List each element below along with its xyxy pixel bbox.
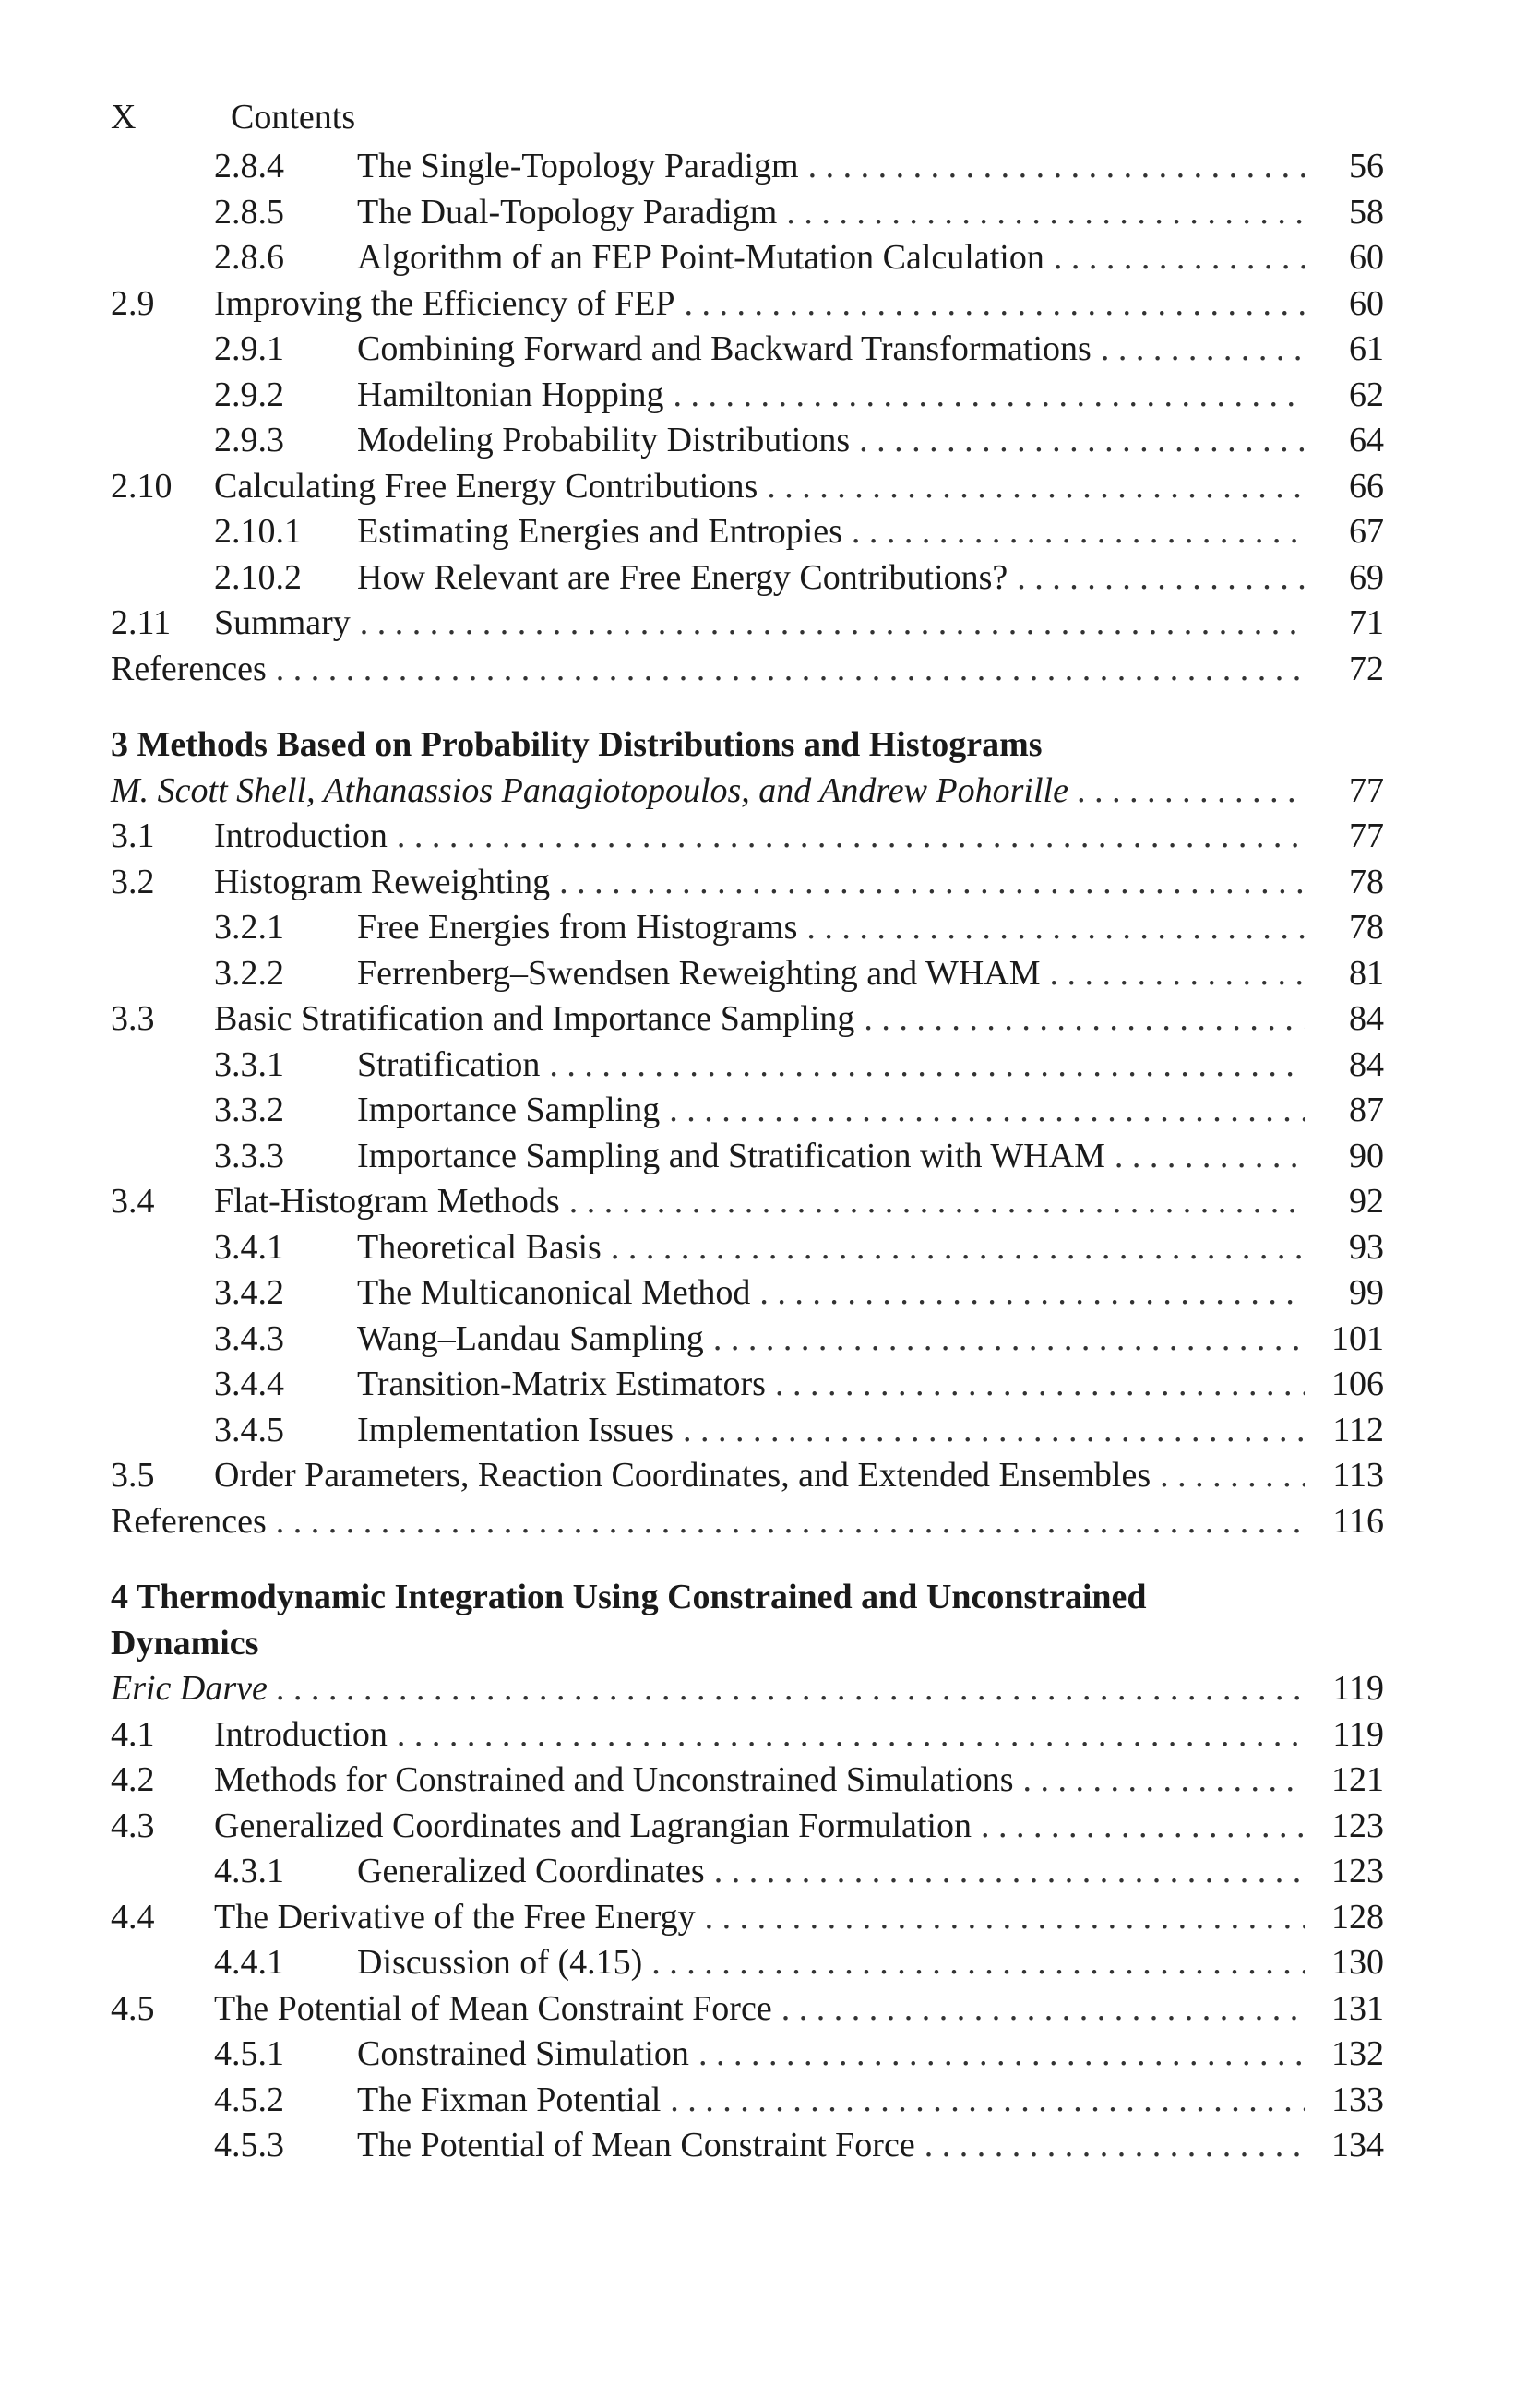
dot-leader [806,905,1305,951]
toc-entry-page: 72 [1349,649,1384,688]
toc-entry-page: 64 [1349,421,1384,459]
dot-leader [360,601,1305,647]
chapter-4-authors: Eric Darve [111,1669,268,1708]
toc-entry[interactable] [111,509,1384,555]
toc-entry[interactable] [111,1179,1384,1225]
chapter-3-authors: M. Scott Shell, Athanassios Panagiotopoulos, and Andrew Pohorille [111,770,1068,810]
toc-entry[interactable] [111,1270,1384,1317]
chapter-4-title-line-2: Dynamics [111,1623,259,1663]
toc-entry-page: 92 [1349,1182,1384,1221]
toc-entry-page: 56 [1349,147,1384,185]
toc-entry-number: 3.2.1 [214,908,284,947]
toc-entry-title: References [111,1501,267,1541]
toc-entry[interactable] [111,418,1384,464]
toc-entry-page: 134 [1331,2126,1384,2164]
toc-entry-title: Basic Stratification and Importance Sampling [214,999,855,1038]
toc-entry-title: The Fixman Potential [357,2080,662,2119]
toc-entry[interactable] [111,1362,1384,1408]
toc-entry-page: 77 [1349,817,1384,855]
toc-entry-number: 4.4.1 [214,1943,284,1982]
toc-entry[interactable] [111,327,1384,373]
toc-entry-title: Improving the Efficiency of FEP [214,283,675,323]
toc-entry-page: 131 [1331,1988,1384,2028]
toc-entry-page: 60 [1349,283,1384,323]
toc-entry[interactable] [111,905,1384,951]
toc-entry-page: 84 [1349,1044,1384,1084]
toc-entry-page: 101 [1331,1318,1384,1358]
toc-entry-page: 113 [1332,1456,1384,1495]
dot-leader [670,2078,1305,2124]
toc-entry-number: 4.3.1 [214,1852,284,1890]
toc-entry[interactable] [111,814,1384,860]
toc-entry[interactable] [111,1758,1384,1804]
toc-entry[interactable] [111,1986,1384,2032]
toc-entry-page: 123 [1331,1852,1384,1890]
toc-entry-title: Methods for Constrained and Unconstrained Simulations [214,1760,1014,1799]
toc-entry-title: The Derivative of the Free Energy [214,1897,696,1937]
dot-leader [397,814,1305,860]
toc-entry-title: Combining Forward and Backward Transformations [357,329,1092,368]
toc-entry[interactable] [111,601,1384,647]
running-title: Contents [231,98,356,137]
toc-entry-number: 3.3.1 [214,1044,284,1084]
toc-entry-title: Constrained Simulation [357,2034,689,2073]
toc-entry-number: 2.8.6 [214,238,284,277]
toc-entry[interactable] [111,235,1384,281]
toc-entry-title: Ferrenberg–Swendsen Reweighting and WHAM [357,953,1041,993]
toc-entry-page: 61 [1349,329,1384,368]
toc-entry-page: 81 [1349,953,1384,993]
toc-entry-title: Wang–Landau Sampling [357,1318,704,1358]
toc-entry-page: 87 [1349,1091,1384,1129]
dot-leader [1101,327,1305,373]
toc-entry-number: 3.4 [111,1182,155,1221]
toc-entry-page: 58 [1349,192,1384,232]
dot-leader [713,1317,1305,1363]
toc-entry[interactable] [111,951,1384,997]
toc-entry-title: Introduction [214,1714,388,1754]
toc-entry-title: Algorithm of an FEP Point-Mutation Calculation [357,238,1044,277]
toc-entry-number: 2.9.3 [214,421,284,459]
dot-leader [673,373,1305,419]
toc-entry-title: How Relevant are Free Energy Contributions? [357,557,1008,597]
dot-leader [781,1986,1305,2032]
toc-entry-number: 3.3.3 [214,1136,284,1175]
toc-entry-page: 60 [1349,238,1384,277]
dot-leader [1017,555,1305,602]
dot-leader [786,190,1305,236]
toc-entry-number: 3.4.2 [214,1273,284,1312]
toc-entry[interactable] [111,1712,1384,1758]
dot-leader [698,2032,1305,2078]
dot-leader [397,1712,1305,1758]
toc-entry[interactable] [111,1043,1384,1089]
dot-leader [767,464,1305,510]
toc-entry[interactable] [111,190,1384,236]
toc-entry-page: 123 [1331,1806,1384,1845]
toc-entry-number: 3.4.3 [214,1318,284,1358]
toc-entry-title: The Single-Topology Paradigm [357,147,799,185]
toc-entry[interactable] [111,1895,1384,1941]
dot-leader [277,1666,1305,1712]
toc-entry[interactable] [111,647,1384,693]
toc-entry-title: Importance Sampling and Stratification with WHAM [357,1136,1105,1175]
toc-block-chapter-3 [111,814,1384,1544]
toc-entry-title: Estimating Energies and Entropies [357,512,842,551]
toc-entry[interactable] [111,996,1384,1043]
toc-entry-number: 4.5 [111,1988,155,2028]
toc-entry-page: 71 [1349,603,1384,642]
toc-entry-number: 4.1 [111,1714,155,1754]
toc-entry-title: Importance Sampling [357,1091,661,1129]
toc-entry-page: 116 [1332,1501,1384,1541]
toc-block-chapter-2 [111,144,1384,692]
toc-entry-title: Flat-Histogram Methods [214,1182,560,1221]
toc-entry[interactable] [111,1940,1384,1986]
toc-entry-title: Implementation Issues [357,1410,674,1449]
toc-entry-title: Summary [214,603,351,642]
dot-leader [1023,1758,1306,1804]
toc-entry-title: The Multicanonical Method [357,1273,751,1312]
toc-entry-page: 90 [1349,1136,1384,1175]
toc-entry-number: 3.3.2 [214,1091,284,1129]
toc-entry[interactable] [111,464,1384,510]
toc-entry-page: 99 [1349,1273,1384,1312]
toc-entry-number: 4.5.2 [214,2080,284,2119]
toc-entry-title: Discussion of (4.15) [357,1943,643,1982]
toc-entry-number: 3.3 [111,999,155,1038]
toc-entry-page: 121 [1331,1760,1384,1799]
toc-entry-title: The Dual-Topology Paradigm [357,192,778,232]
toc-entry-title: Stratification [357,1044,541,1084]
dot-leader [864,996,1305,1043]
toc-entry-title: Histogram Reweighting [214,862,551,901]
toc-entry[interactable] [111,2032,1384,2078]
running-head [111,90,1384,144]
toc-entry-page: 93 [1349,1227,1384,1267]
page-numeral: X [111,98,137,137]
toc-entry-number: 2.9 [111,283,155,323]
toc-entry[interactable] [111,373,1384,419]
toc-entry-number: 3.4.5 [214,1410,284,1449]
toc-entry[interactable] [111,860,1384,906]
toc-entry-number: 3.1 [111,817,155,855]
toc-entry-page: 130 [1331,1943,1384,1982]
toc-entry-number: 4.5.1 [214,2034,284,2073]
dot-leader [808,144,1305,190]
toc-entry[interactable] [111,2123,1384,2169]
toc-entry[interactable] [111,555,1384,602]
dot-leader [859,418,1305,464]
toc-entry[interactable] [111,1804,1384,1850]
toc-entry-page: 133 [1331,2080,1384,2119]
dot-leader [759,1270,1305,1317]
toc-entry-number: 2.10.1 [214,512,302,551]
dot-leader [569,1179,1305,1225]
dot-leader [549,1043,1305,1089]
toc-entry[interactable] [111,1408,1384,1454]
toc-entry-title: References [111,649,267,688]
toc-block-chapter-4 [111,1712,1384,2169]
dot-leader [276,1499,1305,1545]
toc-entry-number: 4.2 [111,1760,155,1799]
dot-leader [651,1940,1305,1986]
chapter-4-title-line-1: 4 Thermodynamic Integration Using Constrained and Unconstrained [111,1578,1147,1616]
toc-entry-page: 78 [1349,862,1384,901]
toc-entry[interactable] [111,1849,1384,1895]
toc-page [111,90,1384,2169]
toc-entry-page: 128 [1331,1897,1384,1937]
toc-entry-title: Transition-Matrix Estimators [357,1365,766,1403]
toc-entry-number: 2.8.4 [214,147,284,185]
toc-entry-number: 2.10 [111,466,173,506]
dot-leader [1160,1453,1305,1499]
toc-entry-number: 2.9.2 [214,375,284,414]
toc-entry-number: 3.4.4 [214,1365,284,1403]
dot-leader [685,281,1305,328]
toc-entry-title: Theoretical Basis [357,1227,602,1267]
toc-entry-number: 4.3 [111,1806,155,1845]
dot-leader [775,1362,1305,1408]
toc-entry-page: 67 [1349,512,1384,551]
toc-entry-title: Generalized Coordinates [357,1852,705,1890]
toc-entry[interactable] [111,1317,1384,1363]
toc-entry-number: 3.2.2 [214,953,284,993]
dot-leader [714,1849,1305,1895]
toc-entry-title: Generalized Coordinates and Lagrangian Formulation [214,1806,972,1845]
toc-entry-number: 4.4 [111,1897,155,1937]
chapter-3-title[interactable]: 3 Methods Based on Probability Distributions and Histograms [111,725,1043,764]
toc-entry-title: Order Parameters, Reaction Coordinates, and Extended Ensembles [214,1456,1151,1495]
toc-entry-page: 112 [1332,1410,1384,1449]
chapter-4-authors-line[interactable] [111,1666,1384,1712]
dot-leader [852,509,1305,555]
toc-entry[interactable] [111,1453,1384,1499]
toc-entry-number: 3.2 [111,862,155,901]
dot-leader [1078,769,1305,815]
toc-entry-title: The Potential of Mean Constraint Force [214,1988,772,2028]
toc-entry-page: 132 [1331,2034,1384,2073]
dot-leader [981,1804,1305,1850]
toc-entry-page: 84 [1349,999,1384,1038]
toc-entry[interactable] [111,281,1384,328]
toc-entry-page: 78 [1349,908,1384,947]
toc-entry-page: 66 [1349,466,1384,506]
dot-leader [683,1408,1305,1454]
chapter-3-authors-line[interactable] [111,769,1384,815]
toc-entry-page: 119 [1332,1714,1384,1754]
toc-entry-number: 3.4.1 [214,1227,284,1267]
chapter-4-title[interactable] [111,1575,1384,1666]
dot-leader [1050,951,1305,997]
toc-entry-title: Introduction [214,817,388,855]
toc-entry[interactable] [111,1499,1384,1545]
dot-leader [276,647,1305,693]
toc-entry-number: 3.5 [111,1456,155,1495]
toc-entry[interactable] [111,144,1384,190]
toc-entry-number: 2.8.5 [214,192,284,232]
toc-entry-title: Modeling Probability Distributions [357,421,851,459]
dot-leader [1115,1134,1305,1180]
dot-leader [925,2123,1305,2169]
toc-entry[interactable] [111,1088,1384,1134]
dot-leader [559,860,1305,906]
dot-leader [705,1895,1305,1941]
toc-entry-page: 69 [1349,557,1384,597]
toc-entry-number: 4.5.3 [214,2126,284,2164]
toc-entry[interactable] [111,1134,1384,1180]
toc-entry-title: Calculating Free Energy Contributions [214,466,758,506]
toc-entry[interactable] [111,1225,1384,1271]
toc-entry-title: Hamiltonian Hopping [357,375,664,414]
toc-entry-title: The Potential of Mean Constraint Force [357,2126,915,2164]
dot-leader [669,1088,1305,1134]
toc-entry-number: 2.9.1 [214,329,284,368]
toc-entry-page: 62 [1349,375,1384,414]
chapter-3-page: 77 [1349,770,1384,810]
toc-entry[interactable] [111,2078,1384,2124]
toc-entry-title: Free Energies from Histograms [357,908,798,947]
dot-leader [1054,235,1305,281]
dot-leader [611,1225,1305,1271]
toc-entry-page: 106 [1331,1365,1384,1403]
chapter-4-page: 119 [1332,1669,1384,1708]
toc-entry-number: 2.10.2 [214,557,302,597]
toc-entry-number: 2.11 [111,603,172,642]
